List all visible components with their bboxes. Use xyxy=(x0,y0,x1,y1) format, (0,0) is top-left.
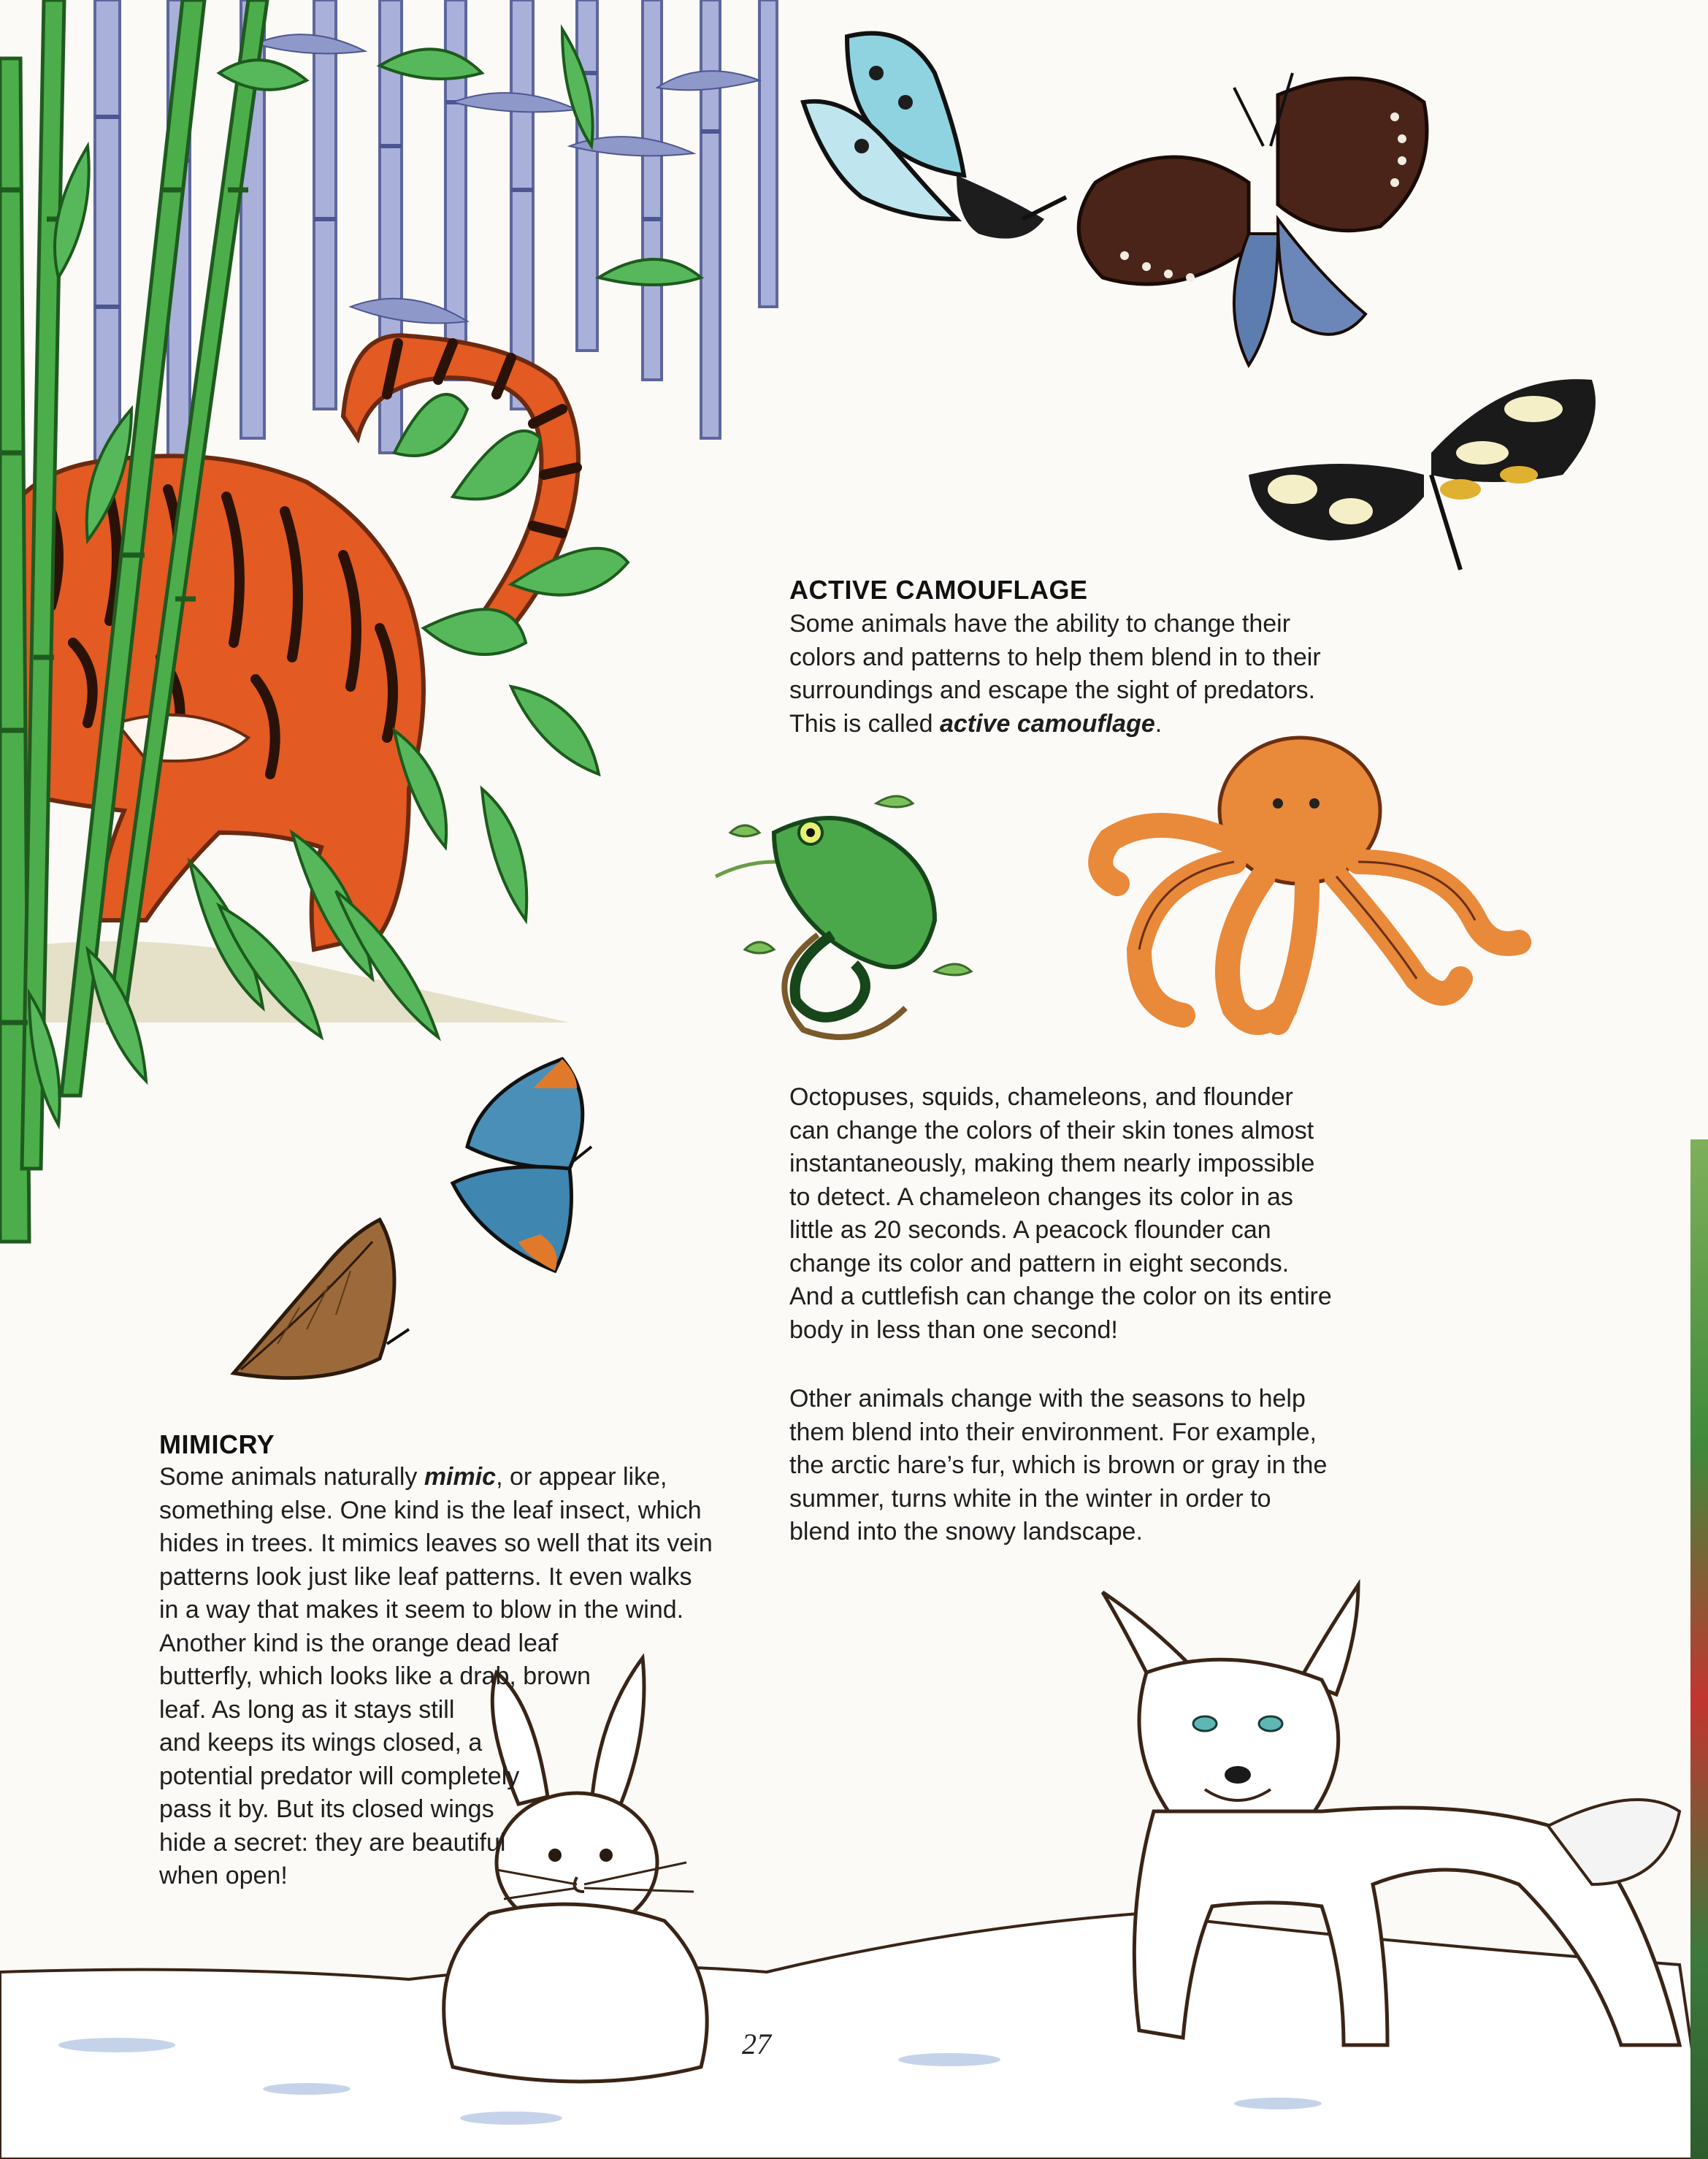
color-change-paragraph xyxy=(789,1081,1332,1347)
black-swallowtail-butterfly-icon xyxy=(1079,73,1427,365)
intro-period: . xyxy=(1154,709,1163,738)
blue-orange-butterfly-icon xyxy=(453,1059,591,1271)
clearwing-butterfly-icon xyxy=(1249,379,1596,570)
paragraph-line: when open! xyxy=(159,1862,288,1889)
paragraph-line: Other animals change with the seasons to help xyxy=(789,1385,1306,1413)
paragraph-line: leaf. As long as it stays still xyxy=(159,1695,455,1724)
paragraph-line: body in less than one second! xyxy=(789,1315,1118,1344)
active-camouflage-heading: ACTIVE CAMOUFLAGE xyxy=(789,575,1088,605)
paragraph-line: in a way that makes it seem to blow in the wind. xyxy=(159,1596,684,1624)
paragraph-line: them blend into their environment. For example, xyxy=(789,1418,1317,1446)
paragraph-line: patterns look just like leaf patterns. It even walks xyxy=(159,1562,692,1591)
chameleon-icon xyxy=(716,796,971,1037)
blue-swallowtail-butterfly-icon xyxy=(803,34,1066,239)
paragraph-line: and keeps its wings closed, a xyxy=(159,1729,483,1757)
active-camouflage-intro xyxy=(789,608,1321,741)
intro-line: surroundings and escape the sight of predators. xyxy=(789,676,1316,704)
mimicry-heading: MIMICRY xyxy=(159,1429,275,1459)
intro-line: colors and patterns to help them blend in to their xyxy=(789,643,1321,671)
intro-line: Some animals have the ability to change their xyxy=(789,610,1291,638)
intro-line xyxy=(789,708,1321,741)
paragraph-line: the arctic hare’s fur, which is brown or gray in the xyxy=(789,1451,1328,1479)
paragraph-line: pass it by. But its closed wings xyxy=(159,1795,494,1823)
paragraph-line: instantaneously, making them nearly impossible xyxy=(789,1150,1315,1177)
paragraph-line xyxy=(159,1461,713,1494)
paragraph-line: butterfly, which looks like a drab, brown xyxy=(159,1662,591,1690)
mimicry-text: Some animals naturally xyxy=(159,1463,424,1491)
mimic-term: mimic xyxy=(424,1463,497,1491)
active-camouflage-term: active camouflage xyxy=(939,709,1155,738)
dead-leaf-butterfly-icon xyxy=(234,1220,409,1378)
page-number: 27 xyxy=(742,2028,771,2060)
paragraph-line: hide a secret: they are beautiful xyxy=(159,1828,506,1857)
paragraph-line: to detect. A chameleon changes its color in as xyxy=(789,1182,1293,1211)
paragraph-line: hides in trees. It mimics leaves so well that its vein xyxy=(159,1529,713,1557)
mimicry-text: , or appear like, xyxy=(496,1463,667,1491)
book-edge xyxy=(1690,1139,1708,2159)
mimicry-paragraph xyxy=(159,1461,713,1893)
paragraph-line: summer, turns white in the winter in order to xyxy=(789,1484,1271,1513)
paragraph-line: Octopuses, squids, chameleons, and flounder xyxy=(789,1083,1293,1111)
paragraph-line: little as 20 seconds. A peacock flounder can xyxy=(789,1216,1271,1244)
paragraph-line: And a cuttlefish can change the color on its entire xyxy=(789,1283,1332,1310)
paragraph-line: can change the colors of their skin tones almost xyxy=(789,1116,1314,1145)
octopus-icon xyxy=(1100,738,1519,1023)
seasonal-change-paragraph xyxy=(789,1383,1327,1549)
snow-ground xyxy=(0,1914,1708,2159)
paragraph-line: change its color and pattern in eight seconds. xyxy=(789,1249,1290,1277)
paragraph-line: potential predator will completely xyxy=(159,1762,520,1790)
paragraph-line: something else. One kind is the leaf insect, which xyxy=(159,1496,702,1524)
paragraph-line: blend into the snowy landscape. xyxy=(789,1518,1143,1545)
paragraph-line: Another kind is the orange dead leaf xyxy=(159,1629,559,1657)
intro-text: This is called xyxy=(789,709,940,738)
